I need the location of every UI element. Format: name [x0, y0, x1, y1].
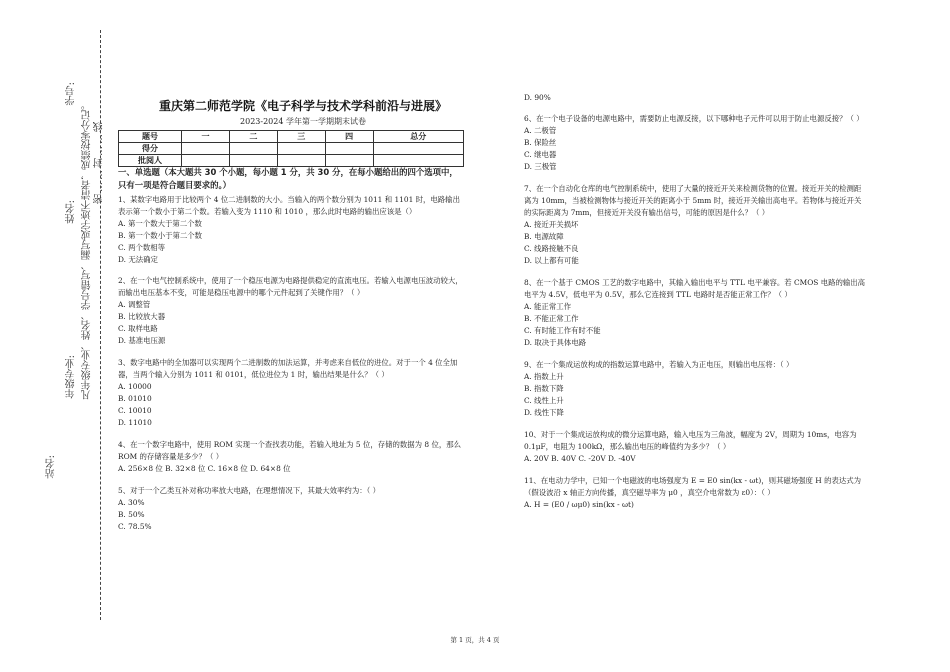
- answer-option[interactable]: C. 线路接触不良: [524, 244, 579, 253]
- question: [524, 113, 866, 173]
- question-text: 4、在一个数字电路中，使用 ROM 实现一个查找表功能，若输入地址为 5 位，存储的数据为 8 位，那么 ROM 的存储容量是多少？（ ）: [118, 440, 462, 461]
- answer-option[interactable]: A. 调整管: [118, 300, 151, 309]
- answer-option[interactable]: D. 90%: [524, 93, 551, 102]
- answer-option[interactable]: B. 比较放大器: [118, 312, 166, 321]
- question-text: 9、在一个集成运放构成的指数运算电路中，若输入为正电压，则输出电压将：（ ）: [524, 360, 794, 369]
- answer-option[interactable]: A. 接近开关损坏: [524, 220, 579, 229]
- answer-option[interactable]: A. 20V B. 40V C. -20V D. -40V: [524, 454, 636, 463]
- score-header-cell: 二: [229, 131, 277, 143]
- student-id-label: 学号:: [66, 82, 77, 106]
- answer-option[interactable]: B. 01010: [118, 394, 152, 403]
- question: [118, 275, 464, 347]
- exam-subtitle: 2023-2024 学年第一学期期末试卷: [240, 117, 366, 126]
- answer-option[interactable]: C. 线性上升: [524, 396, 564, 405]
- question-text: 3、数字电路中的全加器可以实现两个二进制数的加法运算，并考虑来自低位的进位。对于一个 4 位全加器，当两个输入分别为 1011 和 0101，低位进位为 1 时，输出结果是什么？（ ）: [118, 358, 458, 379]
- answer-option[interactable]: C. 取样电路: [118, 324, 158, 333]
- grader-row-label: 批阅人: [119, 155, 182, 167]
- question: [524, 92, 866, 104]
- left-question-list: [118, 194, 464, 533]
- score-cell[interactable]: [373, 143, 464, 155]
- page-footer: 第 1 页，共 4 页: [450, 636, 500, 644]
- answer-option[interactable]: D. 基准电压源: [118, 336, 166, 345]
- answer-option[interactable]: B. 第一个数小于第二个数: [118, 231, 203, 240]
- answer-option[interactable]: A. H = (E0 / ωμ0) sin(kx - ωt): [524, 500, 634, 509]
- answer-option[interactable]: A. 指数上升: [524, 372, 564, 381]
- answer-option[interactable]: A. 第一个数大于第二个数: [118, 219, 202, 228]
- score-cell[interactable]: [277, 143, 325, 155]
- score-table-header-row: [119, 131, 464, 143]
- answer-option[interactable]: A. 30%: [118, 498, 145, 507]
- grade-major-label: 年级专业:: [66, 355, 77, 399]
- answer-option[interactable]: C. 78.5%: [118, 522, 152, 531]
- question-text: 2、在一个电气控制系统中，使用了一个稳压电源为电路提供稳定的直流电压。若输入电源电压波动较大，而输出电压基本不变，可能是稳压电源中的哪个元件起到了关键作用？（ ）: [118, 276, 463, 297]
- score-header-cell: 一: [182, 131, 230, 143]
- score-cell[interactable]: [182, 143, 230, 155]
- answer-option[interactable]: D. 取决于具体电路: [524, 338, 587, 347]
- question-text: 1、某数字电路用于比较两个 4 位二进制数的大小。当输入的两个数分别为 1011 和 1101 时，电路输出表示第一个数小于第二个数。若输入变为 1110 和 1010 ，那么此时电路的输出应该是（）: [118, 195, 460, 216]
- seal-line-label: 密……封……线: [94, 120, 105, 204]
- question: [118, 439, 464, 475]
- question: [524, 475, 866, 511]
- answer-option[interactable]: D. 三极管: [524, 162, 557, 171]
- answer-option[interactable]: A. 二极管: [524, 126, 557, 135]
- answer-option[interactable]: B. 不能正常工作: [524, 314, 579, 323]
- score-header-cell: 四: [325, 131, 373, 143]
- score-header-cell: 题号: [119, 131, 182, 143]
- answer-option[interactable]: C. 继电器: [524, 150, 557, 159]
- question: [118, 357, 464, 429]
- answer-option[interactable]: A. 256×8 位 B. 32×8 位 C. 16×8 位 D. 64×8 位: [118, 464, 291, 473]
- score-header-cell: 三: [277, 131, 325, 143]
- grader-cell[interactable]: [325, 155, 373, 167]
- answer-option[interactable]: C. 有时能工作有时不能: [524, 326, 601, 335]
- score-table: [118, 130, 464, 167]
- grader-row: [119, 155, 464, 167]
- grader-cell[interactable]: [229, 155, 277, 167]
- score-cell[interactable]: [229, 143, 277, 155]
- question-text: 6、在一个电子设备的电源电路中，需要防止电源反接，以下哪种电子元件可以用于防止电源反接？（ ）: [524, 114, 864, 123]
- answer-option[interactable]: D. 线性下降: [524, 408, 564, 417]
- answer-option[interactable]: D. 无法确定: [118, 255, 158, 264]
- question-text: 7、在一个自动化仓库的电气控制系统中，使用了大量的接近开关来检测货物的位置。接近开关的检测距离为 10mm，当被检测物体与接近开关的距离小于 5mm 时，接近开关输出高电平。若物体与接近开关的实际距离为 7mm，但接近开关没有输出信号，可能的原因是什么？（ ）: [524, 184, 862, 217]
- answer-option[interactable]: C. 两个数相等: [118, 243, 166, 252]
- right-column: [524, 92, 866, 511]
- score-cell[interactable]: [325, 143, 373, 155]
- score-row: [119, 143, 464, 155]
- grader-cell[interactable]: [277, 155, 325, 167]
- exam-title: 重庆第二师范学院《电子科学与技术学科前沿与进展》: [158, 99, 447, 113]
- question: [524, 359, 866, 419]
- question: [118, 194, 464, 266]
- section-heading: 一、单选题（本大题共 30 个小题，每小题 1 分，共 30 分，在每小题给出的四个选项中，只有一项是符合题目要求的。）: [118, 167, 458, 190]
- name-label: 姓名:: [66, 200, 77, 224]
- score-header-cell: 总分: [373, 131, 464, 143]
- question-text: 10、对于一个集成运放构成的微分运算电路，输入电压为三角波，幅度为 2V，周期为 10ms，电容为 0.1μF，电阻为 100kΩ，那么输出电压的峰值约为多少？（ ）: [524, 430, 857, 451]
- question-text: 8、在一个基于 CMOS 工艺的数字电路中，其输入输出电平与 TTL 电平兼容。若 CMOS 电路的输出高电平为 4.5V，低电平为 0.5V，那么它连接到 TTL 电路时是否能正常工作？（ ）: [524, 278, 866, 299]
- grader-cell[interactable]: [373, 155, 464, 167]
- left-column: [118, 166, 464, 533]
- question: [524, 429, 866, 465]
- answer-option[interactable]: B. 50%: [118, 510, 145, 519]
- question-text: 11、在电动力学中，已知一个电磁波的电场强度为 E = E0 sin(kx - ωt)，则其磁场强度 H 的表达式为（假设波沿 x 轴正方向传播，真空磁导率为 μ0 ，真空介电常数为 ε0）：（ ）: [524, 476, 862, 497]
- answer-option[interactable]: A. 能正常工作: [524, 302, 571, 311]
- school-label: 站名:: [46, 455, 57, 479]
- grader-cell[interactable]: [182, 155, 230, 167]
- right-question-list: [524, 92, 866, 511]
- answer-option[interactable]: C. 10010: [118, 406, 152, 415]
- answer-option[interactable]: B. 保险丝: [524, 138, 557, 147]
- question: [524, 183, 866, 267]
- question: [524, 277, 866, 349]
- answer-option[interactable]: D. 11010: [118, 418, 152, 427]
- score-row-label: 得分: [119, 143, 182, 155]
- answer-option[interactable]: A. 10000: [118, 382, 152, 391]
- binding-notice: 凡年级专业、姓名、学号错写、漏写或字迹不清者，成绩按零分记。: [82, 100, 93, 400]
- answer-option[interactable]: D. 以上都有可能: [524, 256, 579, 265]
- answer-option[interactable]: B. 指数下降: [524, 384, 564, 393]
- answer-option[interactable]: B. 电源故障: [524, 232, 564, 241]
- question-text: 5、对于一个乙类互补对称功率放大电路，在理想情况下，其最大效率约为：（ ）: [118, 486, 381, 495]
- question: [118, 485, 464, 533]
- seal-dashed-line: [100, 30, 101, 620]
